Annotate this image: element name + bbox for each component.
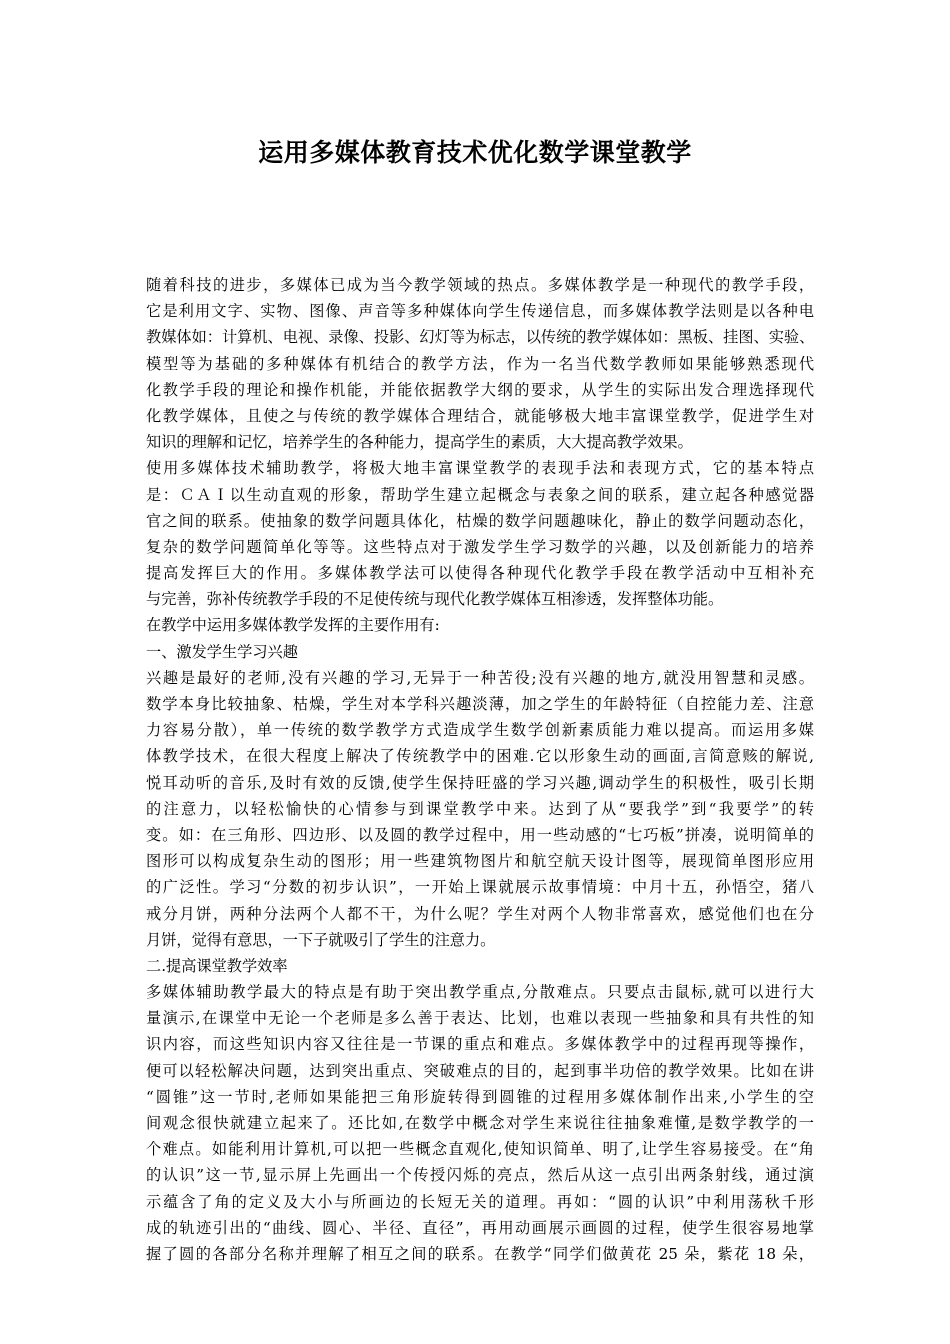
body-text-line: 知识的理解和记忆，培养学生的各种能力，提高学生的素质，大大提高教学效果。 xyxy=(146,433,693,452)
body-text-line: 体教学技术，在很大程度上解决了传统教学中的困难.它以形象生动的画面,言简意赅的解说, xyxy=(146,747,814,766)
document-title: 运用多媒体教育技术优化数学课堂教学 xyxy=(258,138,692,167)
body-text-line: 一、激发学生学习兴趣 xyxy=(146,642,298,661)
document-body xyxy=(146,272,814,1267)
body-text-line: 识内容，而这些知识内容又往往是一节课的重点和难点。多媒体教学中的过程再现等操作， xyxy=(146,1035,814,1054)
body-text-line: 提高发挥巨大的作用。多媒体教学法可以使得各种现代化教学手段在教学活动中互相补充 xyxy=(146,564,814,583)
body-text-line: 是：ＣＡＩ以生动直观的形象，帮助学生建立起概念与表象之间的联系，建立起各种感觉器 xyxy=(146,485,814,504)
body-text-line: 二.提高课堂教学效率 xyxy=(146,956,288,975)
body-text-line: 月饼，觉得有意思，一下子就吸引了学生的注意力。 xyxy=(146,930,496,949)
body-text-line: 个难点。如能利用计算机,可以把一些概念直观化,使知识简单、明了,让学生容易接受。在“角 xyxy=(146,1140,814,1159)
body-text-line: 在教学中运用多媒体教学发挥的主要作用有: xyxy=(146,616,440,635)
body-text-line: 变。如：在三角形、四边形、以及圆的教学过程中，用一些动感的“七巧板”拼凑，说明简单的 xyxy=(146,825,814,844)
body-text-line: 化教学手段的理论和操作机能，并能依据教学大纲的要求，从学生的实际出发合理选择现代 xyxy=(146,380,814,399)
body-text-line: 随着科技的进步，多媒体已成为当今教学领域的热点。多媒体教学是一种现代的教学手段， xyxy=(146,276,814,294)
body-text-line: 示蕴含了角的定义及大小与所画边的长短无关的道理。再如：“圆的认识”中利用荡秋千形 xyxy=(146,1192,814,1211)
body-text-line: 的注意力，以轻松愉快的心情参与到课堂教学中来。达到了从“要我学”到“我要学”的转 xyxy=(146,799,814,818)
body-text-line: 模型等为基础的多种媒体有机结合的教学方法，作为一名当代数学教师如果能够熟悉现代 xyxy=(146,354,814,373)
body-text-line: 官之间的联系。使抽象的数学问题具体化，枯燥的数学问题趣味化，静止的数学问题动态化， xyxy=(146,511,814,530)
body-text-line: 力容易分散），单一传统的数学教学方式造成学生数学创新素质能力难以提高。而运用多媒 xyxy=(146,721,814,740)
body-text-line: 量演示,在课堂中无论一个老师是多么善于表达、比划，也难以表现一些抽象和具有共性的知 xyxy=(146,1009,814,1028)
body-text-line: 图形可以构成复杂生动的图形；用一些建筑物图片和航空航天设计图等，展现简单图形应用 xyxy=(146,852,814,871)
body-text-line: 多媒体辅助教学最大的特点是有助于突出教学重点,分散难点。只要点击鼠标,就可以进行大 xyxy=(146,983,814,1002)
body-text-line: 的认识”这一节,显示屏上先画出一个传授闪烁的亮点，然后从这一点引出两条射线，通过演 xyxy=(146,1166,814,1185)
body-text-line: 成的轨迹引出的“曲线、圆心、半径、直径”，再用动画展示画圆的过程，使学生很容易地掌 xyxy=(146,1218,814,1237)
body-text-line: 使用多媒体技术辅助教学，将极大地丰富课堂教学的表现手法和表现方式，它的基本特点 xyxy=(146,459,814,478)
body-text-line: 的广泛性。学习“分数的初步认识”，一开始上课就展示故事情境：中月十五，孙悟空，猪八 xyxy=(146,878,814,897)
body-text-line: 数学本身比较抽象、枯燥，学生对本学科兴趣淡薄，加之学生的年龄特征（自控能力差、注意 xyxy=(146,695,814,713)
body-text-line: 握了圆的各部分名称并理解了相互之间的联系。在教学“同学们做黄花 25 朵，紫花 18 朵， xyxy=(146,1244,814,1263)
body-text-line: 教媒体如：计算机、电视、录像、投影、幻灯等为标志，以传统的教学媒体如：黑板、挂图、实验、 xyxy=(146,328,815,347)
body-text-line: 戒分月饼，两种分法两个人都不干，为什么呢？学生对两个人物非常喜欢，感觉他们也在分 xyxy=(146,904,814,923)
body-text-line: 间观念很快就建立起来了。还比如,在数学中概念对学生来说往往抽象难懂,是数学教学的一 xyxy=(146,1114,814,1132)
body-text-line: 它是利用文字、实物、图像、声音等多种媒体向学生传递信息，而多媒体教学法则是以各种电 xyxy=(146,302,814,321)
body-text-line: 悦耳动听的音乐,及时有效的反馈,使学生保持旺盛的学习兴趣,调动学生的积极性，吸引长期 xyxy=(146,773,814,792)
body-text-line: 化教学媒体，且使之与传统的教学媒体合理结合，就能够极大地丰富课堂教学，促进学生对 xyxy=(146,406,814,425)
body-text-line: 与完善，弥补传统教学手段的不足使传统与现代化教学媒体互相渗透，发挥整体功能。 xyxy=(146,590,724,609)
body-text-line: 便可以轻松解决问题，达到突出重点、突破难点的目的，起到事半功倍的教学效果。比如在讲 xyxy=(146,1061,814,1080)
body-text-line: 复杂的数学问题简单化等等。这些特点对于激发学生学习数学的兴趣，以及创新能力的培养 xyxy=(146,537,814,556)
body-text-line: 兴趣是最好的老师,没有兴趣的学习,无异于一种苦役;没有兴趣的地方,就没用智慧和灵感。 xyxy=(146,668,814,687)
body-text-line: “圆锥”这一节时,老师如果能把三角形旋转得到圆锥的过程用多媒体制作出来,小学生的空 xyxy=(146,1087,814,1106)
